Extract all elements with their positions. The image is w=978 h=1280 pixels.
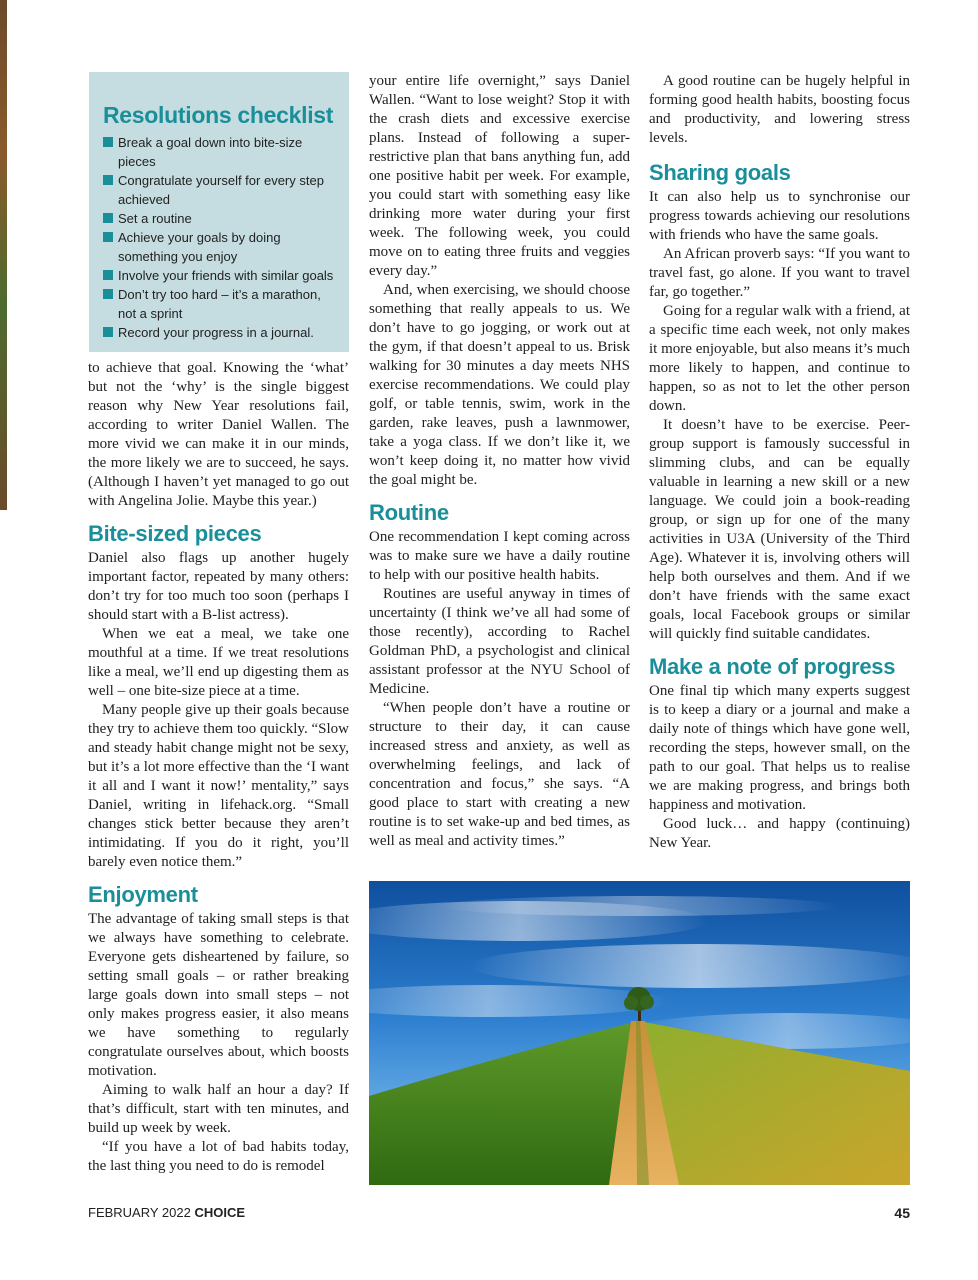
country-road-photo [369, 881, 910, 1185]
resolutions-checklist-box [89, 72, 349, 352]
checklist-item: Record your progress in a journal. [103, 323, 337, 342]
paragraph: An African proverb says: “If you want to travel fast, go alone. If you want to travel far, go together.” [649, 246, 910, 300]
paragraph: One final tip which many experts suggest is to keep a diary or a journal and make a daily note of things which have gone well, recording the steps, however small, on the path to our goal. That helps us to realise we are making progress, and brings both happiness and motivation. [649, 683, 910, 813]
checklist-item: Set a routine [103, 209, 337, 228]
paragraph: Daniel also flags up another hugely important factor, repeated by many others: don’t try for too much too soon (perhaps I should start with a B-list actress). [88, 550, 349, 623]
checklist-item: Congratulate yourself for every step achieved [103, 171, 337, 209]
checklist-item: Achieve your goals by doing something you enjoy [103, 228, 337, 266]
subheading-enjoyment: Enjoyment [88, 882, 198, 907]
square-bullet-icon [103, 232, 113, 242]
paragraph: to achieve that goal. Knowing the ‘what’ but not the ‘why’ is the single biggest reason why New Year resolutions fail, according to writer Daniel Wallen. The more vivid we can make it in our minds, the more likely we are to succeed, he says. (Although I haven’t yet managed to go out with Angelina Jolie. Maybe this year.) [88, 360, 349, 509]
paragraph: And, when exercising, we should choose something that really appeals to us. We don’t have to go jogging, or work out at the gym, if that doesn’t appeal to us. Brisk walking for 30 minutes a day meets NHS exercise recommendations. We could play golf, or table tennis, swim, work in the garden, rake leaves, push a lawnmower, take a yoga class. If we don’t like it, we won’t keep doing it, no matter how vivid the goal might be. [369, 282, 630, 488]
paragraph: Many people give up their goals because they try to achieve them too quickly. “Slow and steady habit change might not be sexy, but it’s a lot more effective than the ‘I want it all and I want it now!’ mentality,” says Daniel, writing in lifehack.org. “Small changes stick better because they aren’t intimidating. If you do it right, you’ll barely even notice them.” [88, 702, 349, 870]
paragraph: your entire life overnight,” says Daniel Wallen. “Want to lose weight? Stop it with the crash diets and excessive exercise plans. Instead of following a super-restrictive plan that bans anything fun, add one positive habit per week. For example, you could start with something easy like drinking more water during your first week. The following week, you could move on to eating three fruits and veggies every day.” [369, 73, 630, 279]
paragraph: It can also help us to synchronise our progress towards achieving our resolutions with friends who have the same goals. [649, 189, 910, 243]
paragraph: Going for a regular walk with a friend, at a specific time each week, not only makes it more enjoyable, but also means it’s much more likely to happen, and continue to happen, so as not to let the other person down. [649, 303, 910, 414]
paragraph: A good routine can be hugely helpful in forming good health habits, boosting focus and productivity, and lowering stress levels. [649, 73, 910, 146]
paragraph: Routines are useful anyway in times of uncertainty (I think we’ve all had some of those recently), according to Rachel Goldman PhD, a psychologist and clinical assistant professor at the NYU School of Medicine. [369, 586, 630, 697]
square-bullet-icon [103, 270, 113, 280]
column-3 [649, 72, 910, 853]
checklist-item: Involve your friends with similar goals [103, 266, 337, 285]
paragraph: When we eat a meal, we take one mouthful at a time. If we treat resolutions like a meal, we’ll end up digesting them as well – one bite-size piece at a time. [88, 626, 349, 699]
subheading-sharing-goals: Sharing goals [649, 160, 791, 185]
checklist-item: Break a goal down into bite-size pieces [103, 133, 337, 171]
paragraph: It doesn’t have to be exercise. Peer-group support is famously successful in slimming clubs, and can be equally valuable in learning a new skill or a new language. We could join a book-reading group, or sign up for one of the many activities in U3A (University of the Third Age). Whatever it is, involving others will help both ourselves and them. And if we don’t have friends with the same exact goals, local Facebook groups or similar will quickly find suitable candidates. [649, 417, 910, 642]
page-number: 45 [894, 1205, 910, 1221]
paragraph: “If you have a lot of bad habits today, the last thing you need to do is remodel [88, 1139, 349, 1174]
previous-page-image-edge [0, 0, 7, 510]
paragraph: One recommendation I kept coming across was to make sure we have a daily routine to help with our positive health habits. [369, 529, 630, 583]
checklist-item: Don’t try too hard – it’s a marathon, not a sprint [103, 285, 337, 323]
paragraph: Aiming to walk half an hour a day? If that’s difficult, start with ten minutes, and build up week by week. [88, 1082, 349, 1136]
square-bullet-icon [103, 289, 113, 299]
square-bullet-icon [103, 213, 113, 223]
square-bullet-icon [103, 175, 113, 185]
footer-issue: FEBRUARY 2022 CHOICE [88, 1205, 246, 1220]
paragraph: “When people don’t have a routine or structure to their day, it can cause increased stress and anxiety, as well as overwhelming feelings, and lack of concentration and focus,” she says. “A good place to start with creating a new routine is to set wake-up and bed times, as well as meal and activity times.” [369, 700, 630, 849]
magazine-name: CHOICE [194, 1205, 246, 1220]
subheading-make-a-note: Make a note of progress [649, 654, 896, 679]
column-1 [88, 72, 349, 1176]
subheading-bite-sized: Bite-sized pieces [88, 521, 262, 546]
checklist-list [103, 133, 337, 342]
square-bullet-icon [103, 327, 113, 337]
column-2 [369, 72, 630, 851]
paragraph: Good luck… and happy (continuing) New Year. [649, 816, 910, 851]
subheading-routine: Routine [369, 500, 449, 525]
checklist-title: Resolutions checklist [103, 102, 334, 128]
square-bullet-icon [103, 137, 113, 147]
paragraph: The advantage of taking small steps is that we always have something to celebrate. Everyone gets disheartened by failure, so setting small goals – or rather breaking large goals down into small steps – not only makes progress easier, it also means we have something to regularly congratulate ourselves about, which boosts motivation. [88, 911, 349, 1079]
